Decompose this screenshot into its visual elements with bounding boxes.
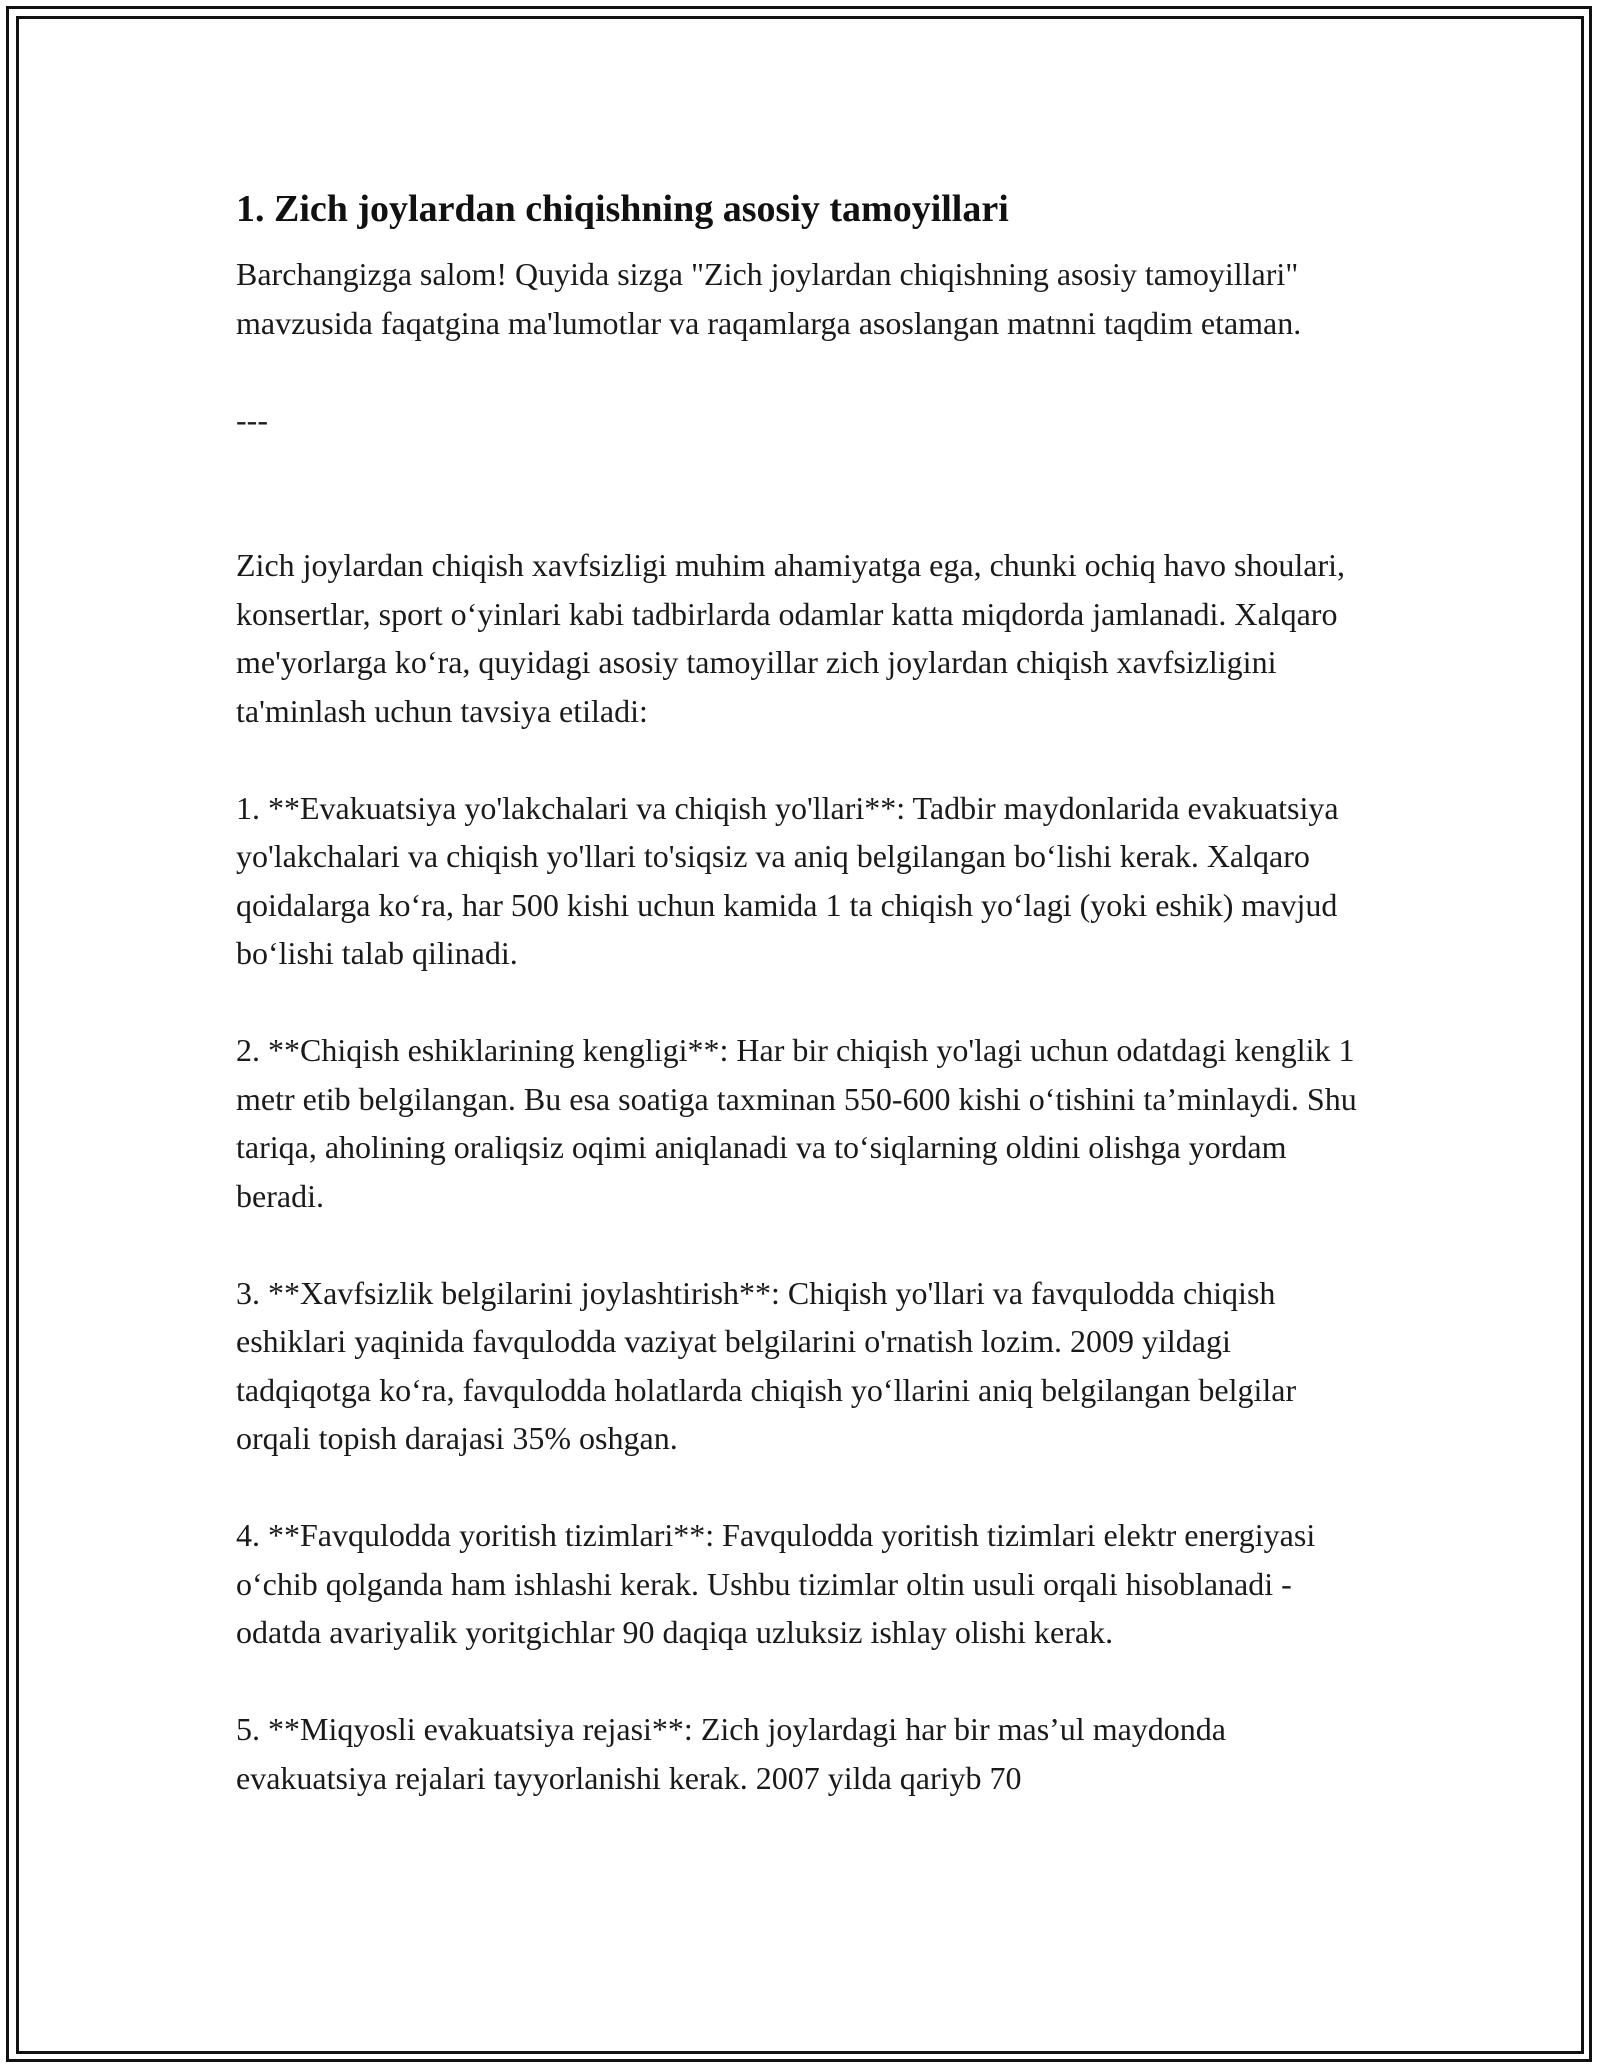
principle-1-paragraph: 1. **Evakuatsiya yo'lakchalari va chiqish yo'llari**: Tadbir maydonlarida evakuatsiya yo'lakchalari va chiqish yo'llari to'siqsiz va aniq belgilangan boʻlishi kerak. Xalqaro qoidalarga koʻra, har 500 kishi uchun kamida 1 ta chiqish yoʻlagi (yoki eshik) mavjud boʻlishi talab qilinadi. <box>236 789 1339 971</box>
document-body <box>236 186 1366 1851</box>
separator-line: --- <box>236 401 268 438</box>
principle-2-paragraph: 2. **Chiqish eshiklarining kengligi**: Har bir chiqish yo'lagi uchun odatdagi kenglik 1 metr etib belgilangan. Bu esa soatiga taxminan 550-600 kishi oʻtishini ta’minlaydi. Shu tariqa, aholining oraliqsiz oqimi aniqlanadi va toʻsiqlarning oldini olishga yordam beradi. <box>236 1032 1357 1214</box>
context-paragraph: Zich joylardan chiqish xavfsizligi muhim ahamiyatga ega, chunki ochiq havo shoulari, konsertlar, sport oʻyinlari kabi tadbirlarda odamlar katta miqdorda jamlanadi. Xalqaro me'yorlarga koʻra, quyidagi asosiy tamoyillar zich joylardan chiqish xavfsizligini ta'minlash uchun tavsiya etiladi: <box>236 547 1346 729</box>
intro-paragraph: Barchangizga salom! Quyida sizga "Zich joylardan chiqishning asosiy tamoyillari" mavzusida faqatgina ma'lumotlar va raqamlarga asoslangan matnni taqdim etaman. <box>236 256 1302 341</box>
blank-line <box>236 493 1366 542</box>
principle-3-paragraph: 3. **Xavfsizlik belgilarini joylashtirish**: Chiqish yo'llari va favqulodda chiqish eshiklari yaqinida favqulodda vaziyat belgilarini o'rnatish lozim. 2009 yildagi tadqiqotga koʻra, favqulodda holatlarda chiqish yoʻllarini aniq belgilangan belgilar orqali topish darajasi 35% oshgan. <box>236 1274 1297 1456</box>
document-title: 1. Zich joylardan chiqishning asosiy tamoyillari <box>236 188 1009 230</box>
principle-4-paragraph: 4. **Favqulodda yoritish tizimlari**: Favqulodda yoritish tizimlari elektr energiyasi oʻchib qolganda ham ishlashi kerak. Ushbu tizimlar oltin usuli orqali hisoblanadi - odatda avariyalik yoritgichlar 90 daqiqa uzluksiz ishlay olishi kerak. <box>236 1517 1316 1650</box>
principle-5-paragraph: 5. **Miqyosli evakuatsiya rejasi**: Zich joylardagi har bir mas’ul maydonda evakuatsiya rejalari tayyorlanishi kerak. 2007 yilda qariyb 70 <box>236 1711 1226 1796</box>
